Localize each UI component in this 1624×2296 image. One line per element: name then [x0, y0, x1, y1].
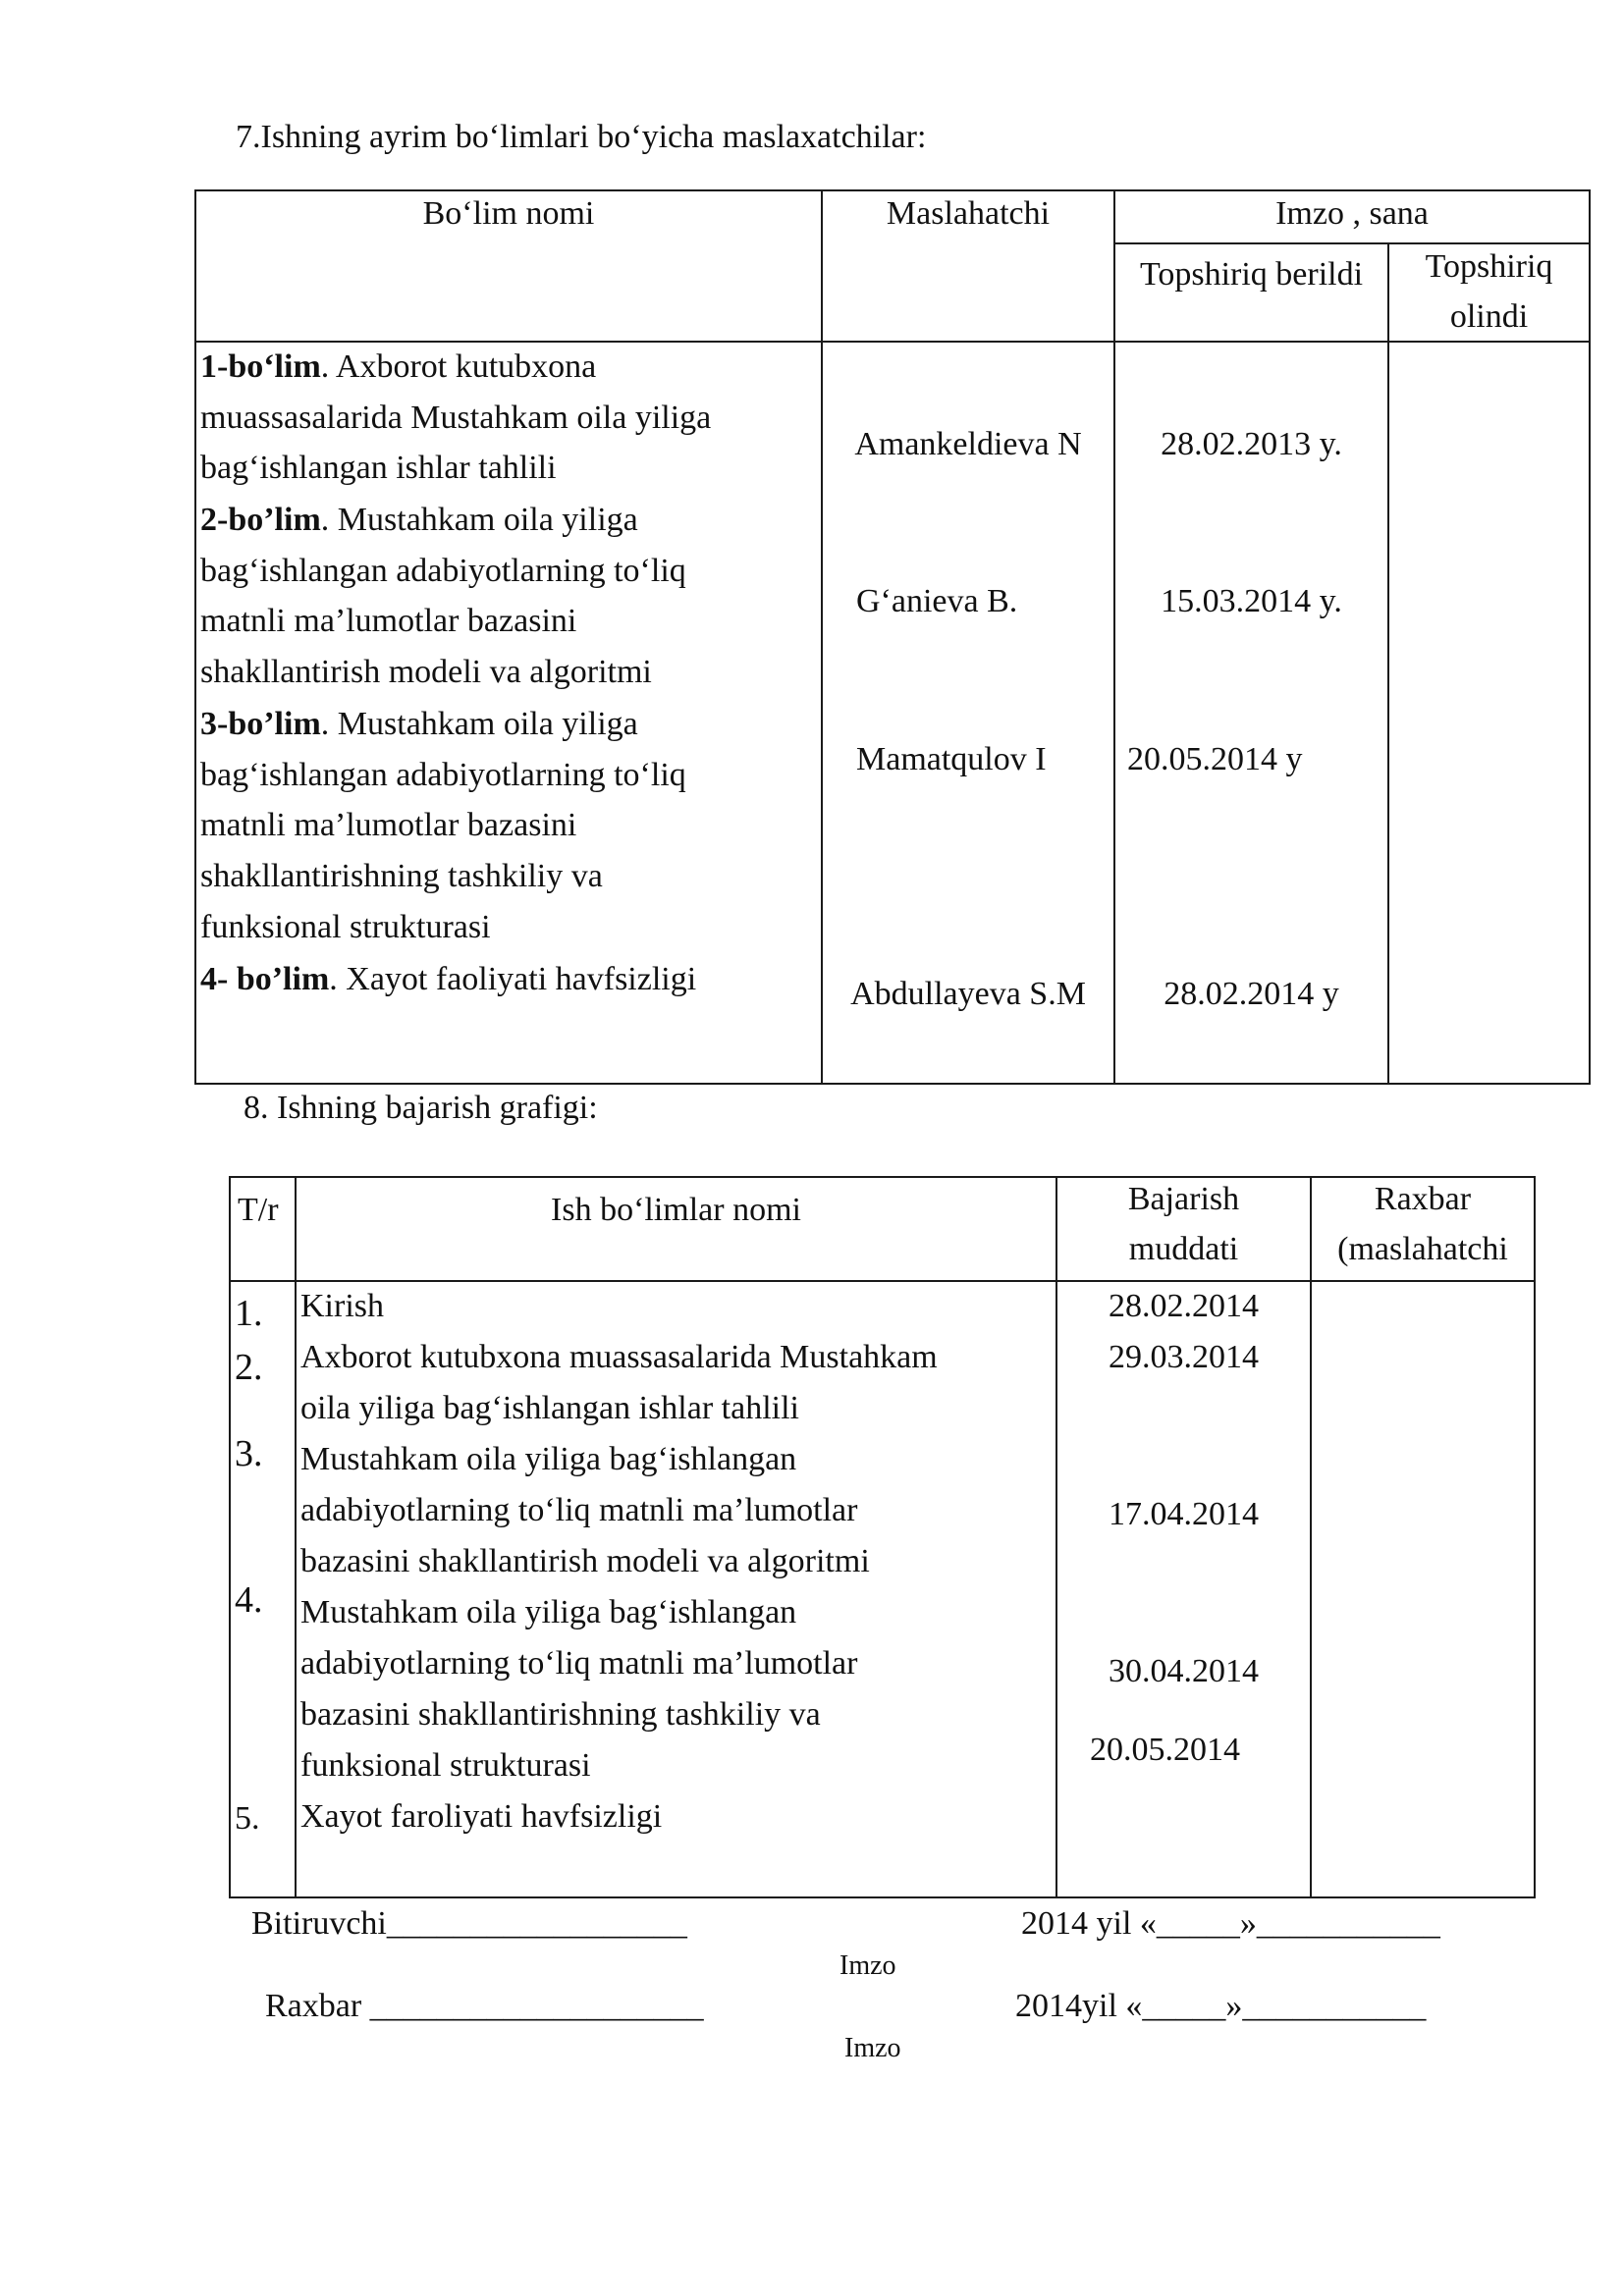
graduate-date-line: 2014 yil «_____»___________: [1021, 1905, 1440, 1942]
deadline-date: 28.02.2014: [1109, 1288, 1259, 1324]
header-signature-date: Imzo , sana: [1275, 195, 1429, 232]
header-work-name: Ish bo‘limlar nomi: [551, 1192, 801, 1228]
header-task-given: Topshiriq berildi: [1139, 256, 1364, 293]
list-item: adabiyotlarning to‘liq matnli ma’lumotlar: [300, 1645, 858, 1682]
deadline-date: 30.04.2014: [1109, 1653, 1259, 1689]
section-3-consultant: Mamatqulov I: [856, 741, 1047, 777]
header-consultant: Maslahatchi: [886, 195, 1051, 232]
list-item: Mustahkam oila yiliga bag‘ishlangan: [300, 1441, 797, 1477]
signature-label: Imzo: [844, 2033, 901, 2063]
work-names: [300, 1281, 938, 1842]
list-item: oila yiliga bag‘ishlangan ishlar tahlili: [300, 1390, 799, 1426]
section-1-consultant: Amankeldieva N: [854, 426, 1082, 462]
leader-date-line: 2014yil «_____»___________: [1015, 1988, 1427, 2024]
section-1-date: 28.02.2013 y.: [1161, 426, 1342, 462]
list-item: Axborot kutubxona muassasalarida Mustahkam: [300, 1339, 938, 1375]
header-deadline: Bajarish muddati: [1127, 1181, 1240, 1267]
header-section-name: Bo‘lim nomi: [422, 195, 595, 232]
row-number: 3.: [235, 1433, 263, 1474]
list-item: funksional strukturasi: [300, 1747, 591, 1784]
section-3-date: 20.05.2014 y: [1127, 741, 1303, 777]
section8-heading: 8. Ishning bajarish grafigi:: [244, 1090, 598, 1126]
row-number: 1.: [235, 1293, 263, 1334]
section-4-consultant: Abdullayeva S.M: [850, 976, 1086, 1012]
graduate-signature-line: Bitiruvchi__________________: [251, 1905, 687, 1942]
section-2-title: 2-bo’lim. Mustahkam oila yiliga bag‘ishlangan adabiyotlarning to‘liq matnli ma’lumotlar bazasini shakllantirish modeli va algoritmi: [200, 502, 686, 691]
header-task-received: Topshiriq olindi: [1425, 248, 1553, 335]
section-4-date: 28.02.2014 y: [1164, 976, 1339, 1012]
row-number: 2.: [235, 1347, 263, 1388]
section-2-consultant: G‘anieva B.: [856, 583, 1018, 619]
header-leader: Raxbar (maslahatchi: [1337, 1181, 1508, 1267]
section-3-title: 3-bo’lim. Mustahkam oila yiliga bag‘ishlangan adabiyotlarning to‘liq matnli ma’lumotlar bazasini shakllantirishning tashkiliy va funksional strukturasi: [200, 706, 686, 945]
leader-signature-line: Raxbar ____________________: [265, 1988, 704, 2024]
signature-label: Imzo: [839, 1950, 896, 1981]
list-item: Mustahkam oila yiliga bag‘ishlangan: [300, 1594, 797, 1630]
deadline-date: 17.04.2014: [1109, 1496, 1259, 1532]
deadline-date: 29.03.2014: [1109, 1339, 1259, 1375]
list-item: bazasini shakllantirish modeli va algoritmi: [300, 1543, 870, 1579]
header-number: T/r: [238, 1192, 279, 1228]
list-item: Kirish: [300, 1288, 384, 1324]
section-2-date: 15.03.2014 y.: [1161, 583, 1342, 619]
list-item: bazasini shakllantirishning tashkiliy va: [300, 1696, 821, 1733]
section-1-title: 1-bo‘lim. Axborot kutubxona muassasalarida Mustahkam oila yiliga bag‘ishlangan ishlar tahlili: [200, 348, 712, 487]
row-number: 5.: [235, 1800, 260, 1837]
section-4-title: 4- bo’lim. Xayot faoliyati havfsizligi: [200, 961, 697, 997]
section7-heading: 7.Ishning ayrim bo‘limlari bo‘yicha maslaxatchilar:: [236, 119, 927, 155]
deadline-date: 20.05.2014: [1090, 1732, 1240, 1768]
list-item: Xayot faroliyati havfsizligi: [300, 1798, 663, 1835]
list-item: adabiyotlarning to‘liq matnli ma’lumotlar: [300, 1492, 858, 1528]
row-number: 4.: [235, 1579, 263, 1621]
